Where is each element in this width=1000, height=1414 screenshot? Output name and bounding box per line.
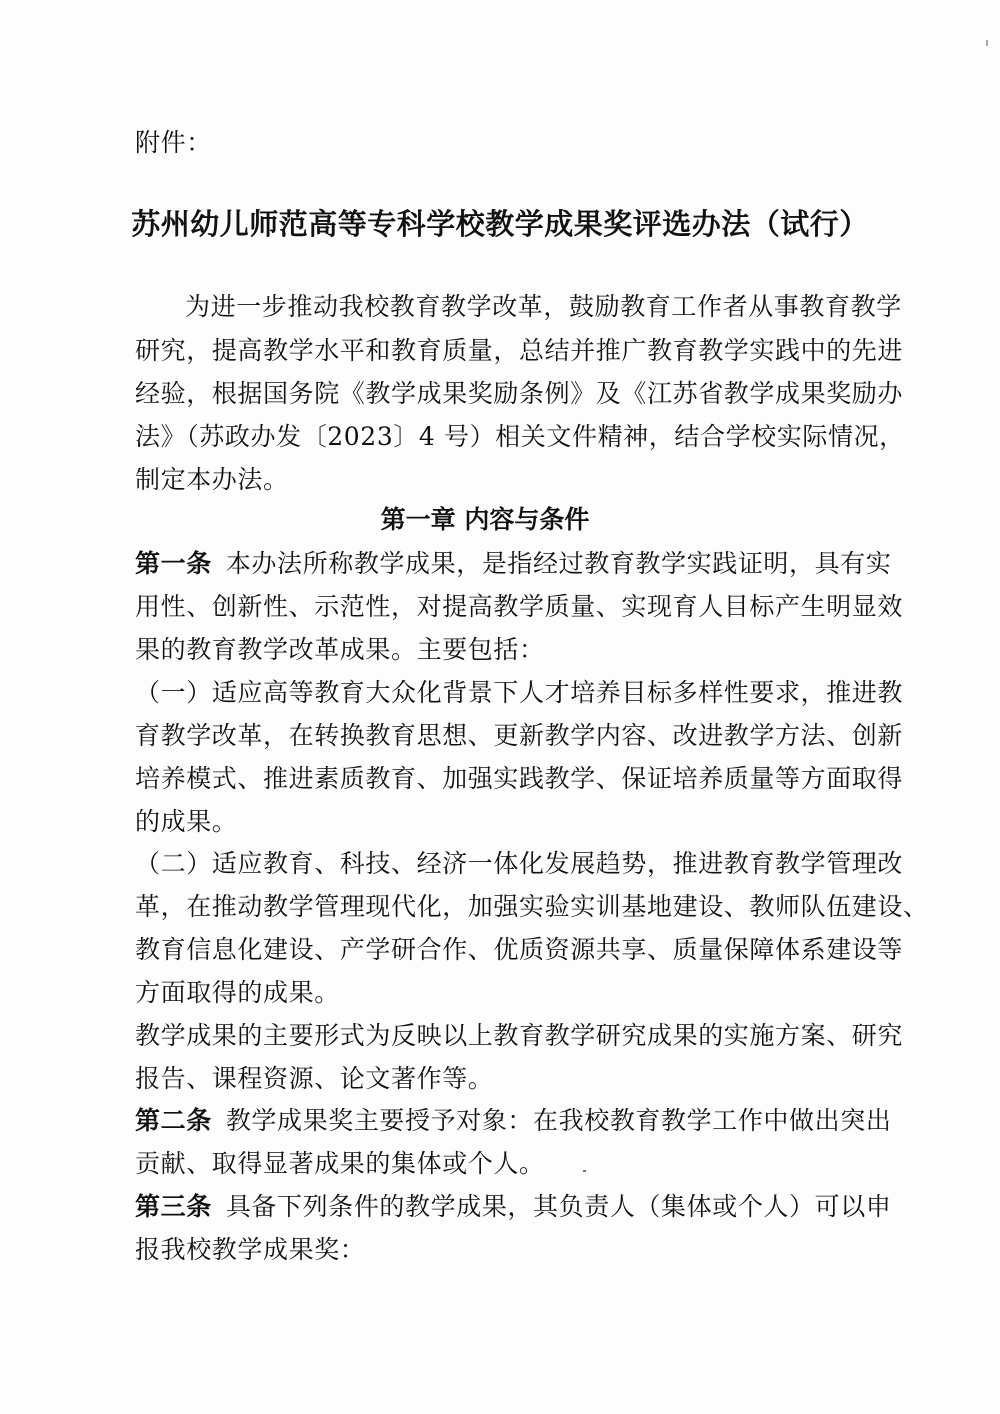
- article-1-line: 果的教育教学改革成果。主要包括：: [135, 635, 545, 664]
- article-2-text: 教学成果奖主要授予对象：在我校教育教学工作中做出突出: [225, 1106, 892, 1135]
- article-2-line: 贡献、取得显著成果的集体或个人。: [135, 1149, 545, 1178]
- article-1-line: [135, 547, 892, 581]
- preamble-line: 研究，提高教学水平和教育质量，总结并推广教育教学实践中的先进: [135, 336, 904, 365]
- forms-line: 教学成果的主要形式为反映以上教育教学研究成果的实施方案、研究: [135, 1021, 904, 1050]
- item-1-line: 的成果。: [135, 807, 238, 836]
- article-1-label: 第一条: [135, 549, 212, 578]
- article-3-line: 报我校教学成果奖：: [135, 1235, 366, 1264]
- preamble-line: 法》（苏政办发〔2023〕4 号）相关文件精神，结合学校实际情况，: [135, 422, 905, 451]
- document-title: 苏州幼儿师范高等专科学校教学成果奖评选办法（试行）: [131, 207, 869, 241]
- scan-speck: [583, 1170, 586, 1172]
- article-3-label: 第三条: [135, 1192, 212, 1221]
- article-2-line: [135, 1104, 892, 1138]
- item-2-line: 革，在推动教学管理现代化，加强实验实训基地建设、教师队伍建设、: [135, 892, 929, 921]
- item-1-line: 培养模式、推进素质教育、加强实践教学、保证培养质量等方面取得: [135, 764, 904, 793]
- item-2-line: （二）适应教育、科技、经济一体化发展趋势，推进教育教学管理改: [135, 849, 904, 878]
- scan-speck: [986, 40, 988, 46]
- preamble-line: 经验，根据国务院《教学成果奖励条例》及《江苏省教学成果奖励办: [135, 379, 904, 408]
- item-2-line: 教育信息化建设、产学研合作、优质资源共享、质量保障体系建设等: [135, 935, 904, 964]
- preamble-line: 为进一步推动我校教育教学改革，鼓励教育工作者从事教育教学: [185, 292, 902, 321]
- article-3-line: [135, 1190, 892, 1224]
- forms-line: 报告、课程资源、论文著作等。: [135, 1064, 494, 1093]
- item-1-line: （一）适应高等教育大众化背景下人才培养目标多样性要求，推进教: [135, 678, 904, 707]
- article-3-text: 具备下列条件的教学成果，其负责人（集体或个人）可以申: [225, 1192, 892, 1221]
- article-2-label: 第二条: [135, 1106, 212, 1135]
- item-2-line: 方面取得的成果。: [135, 978, 340, 1007]
- item-1-line: 育教学改革，在转换教育思想、更新教学内容、改进教学方法、创新: [135, 721, 904, 750]
- chapter-heading: 第一章 内容与条件: [380, 505, 590, 534]
- attachment-label: 附件：: [135, 128, 212, 157]
- preamble-line: 制定本办法。: [135, 465, 289, 494]
- article-1-text: 本办法所称教学成果，是指经过教育教学实践证明，具有实: [225, 549, 892, 578]
- article-1-line: 用性、创新性、示范性，对提高教学质量、实现育人目标产生明显效: [135, 592, 904, 621]
